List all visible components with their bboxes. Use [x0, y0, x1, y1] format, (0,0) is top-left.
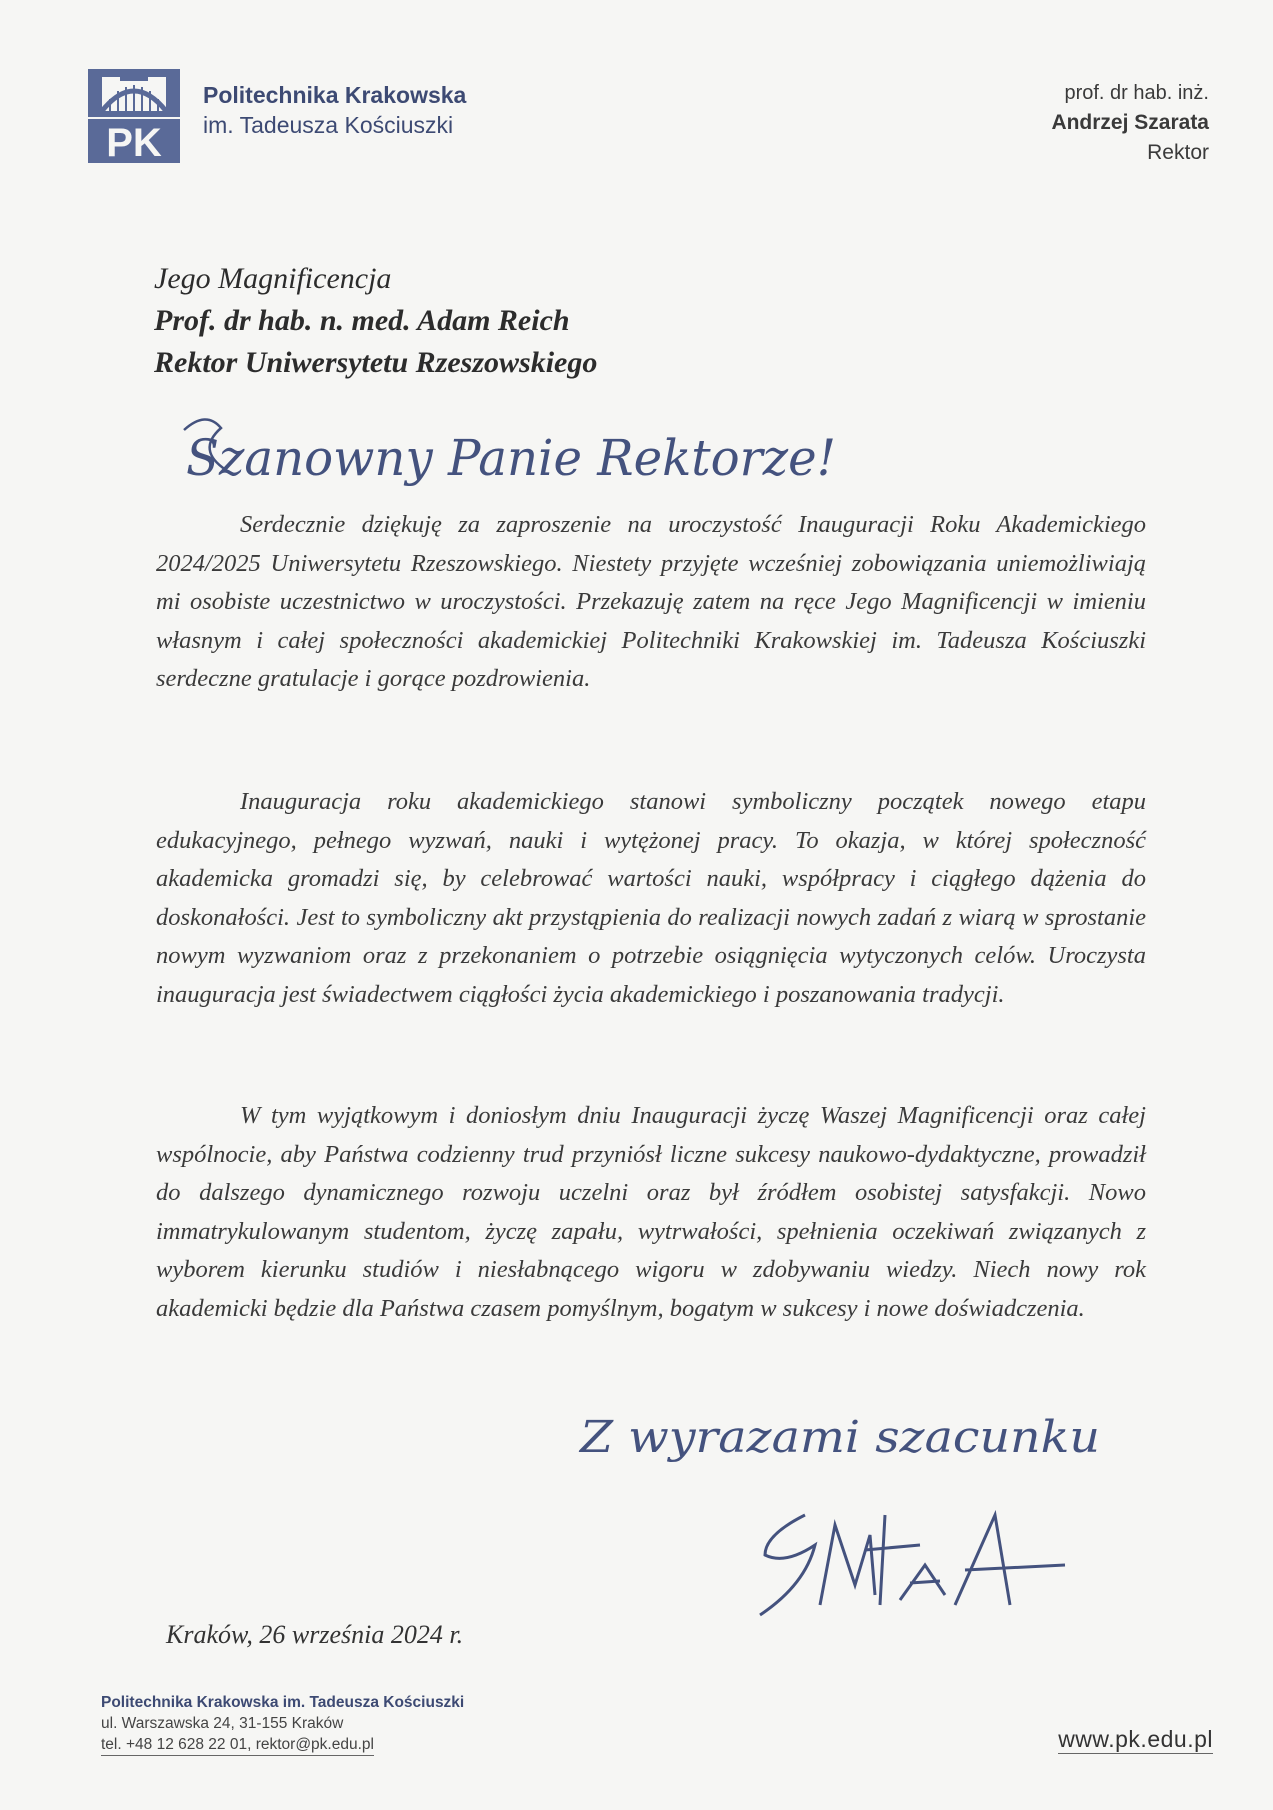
handwritten-signature	[745, 1495, 1085, 1625]
handwritten-salutation	[176, 400, 906, 510]
salutation-text: Szanowny Panie Rektorze!	[186, 429, 836, 487]
logo-text: PK	[106, 121, 162, 165]
institution-name	[203, 80, 466, 140]
footer-institution: Politechnika Krakowska im. Tadeusza Kościuszki	[101, 1694, 465, 1711]
signatory-role: Rektor	[1147, 141, 1209, 164]
signatory-block	[1051, 78, 1209, 168]
addressee-line2: Prof. dr hab. n. med. Adam Reich	[154, 304, 570, 337]
university-logo	[86, 67, 182, 165]
signatory-name: Andrzej Szarata	[1051, 111, 1209, 134]
footer-contact[interactable]: tel. +48 12 628 22 01, rektor@pk.edu.pl	[101, 1734, 374, 1756]
institution-name-line1: Politechnika Krakowska	[203, 82, 467, 108]
handwritten-closing	[570, 1390, 1120, 1480]
body-paragraph-2: Inauguracja roku akademickiego stanowi symboliczny początek nowego etapu edukacyjnego, pełnego wyzwań, nauki i wytężonej pracy. To okazja, w której społeczność akademicka gromadzi się, by celebrować wartości nauki, współpracy i ciągłego dążenia do doskonałości. Jest to symboliczny akt przystąpienia do realizacji nowych zadań z wiarą w sprostanie nowym wyzwaniom oraz z przekonaniem o potrzebie osiągnięcia wytyczonych celów. Uroczysta inauguracja jest świadectwem ciągłości życia akademickiego i poszanowania tradycji.	[156, 788, 1146, 1008]
website-link[interactable]: www.pk.edu.pl	[1058, 1726, 1213, 1752]
addressee-line1: Jego Magnificencja	[154, 262, 392, 295]
institution-name-line2: im. Tadeusza Kościuszki	[203, 112, 454, 138]
addressee-block	[154, 258, 597, 384]
addressee-line3: Rektor Uniwersytetu Rzeszowskiego	[154, 346, 598, 379]
place-and-date: Kraków, 26 września 2024 r.	[166, 1620, 464, 1649]
body-paragraph-1: Serdecznie dziękuję za zaproszenie na uroczystość Inauguracji Roku Akademickiego 2024/2025 Uniwersytetu Rzeszowskiego. Niestety przyjęte wcześniej zobowiązania uniemożliwiają mi osobiste uczestnictwo w uroczystości. Przekazuję zatem na ręce Jego Magnificencji w imieniu własnym i całej społeczności akademickiej Politechniki Krakowskiej im. Tadeusza Kościuszki serdeczne gratulacje i gorące pozdrowienia.	[156, 511, 1146, 693]
closing-text: Z wyrazami szacunku	[577, 1412, 1100, 1463]
footer-address: ul. Warszawska 24, 31-155 Kraków	[101, 1715, 344, 1732]
body-paragraph-3: W tym wyjątkowym i doniosłym dniu Inauguracji życzę Waszej Magnificencji oraz całej wspólnocie, aby Państwa codzienny trud przyniósł liczne sukcesy naukowo-dydaktyczne, prowadził do dalszego dynamicznego rozwoju uczelni oraz był źródłem osobistej satysfakcji. Nowo immatrykulowanym studentom, życzę zapału, wytrwałości, spełnienia oczekiwań związanych z wyborem kierunku studiów i niesłabnącego wigoru w zdobywaniu wiedzy. Niech nowy rok akademicki będzie dla Państwa czasem pomyślnym, bogatym w sukcesy i nowe doświadczenia.	[156, 1102, 1146, 1322]
signatory-title: prof. dr hab. inż.	[1064, 82, 1209, 104]
footer	[101, 1692, 464, 1756]
